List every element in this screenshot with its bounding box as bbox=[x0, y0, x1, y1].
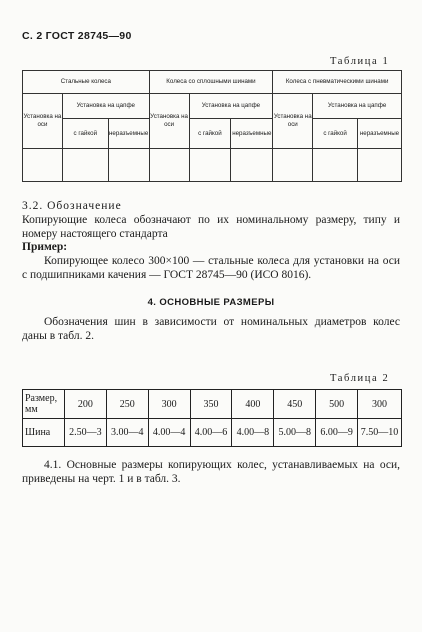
table1-split-3: неразъемные bbox=[357, 119, 401, 149]
table1-group-pneumatic: Колеса с пневматическими шинами bbox=[273, 71, 402, 94]
table1-split-2: неразъемные bbox=[231, 119, 273, 149]
table2-tire-cell: 5.00—8 bbox=[274, 419, 316, 447]
table1-empty-cell bbox=[313, 149, 358, 182]
table2-tire-cell: 2.50—3 bbox=[64, 419, 106, 447]
table2-tire-cell: 7.50—10 bbox=[358, 419, 402, 447]
table2-tire-label: Шина bbox=[23, 419, 65, 447]
section41-text: 4.1. Основные размеры копирующих колес, устанавливаемых на оси, приведены на черт. 1 и в табл. 3. bbox=[22, 459, 400, 485]
table1-split-1: неразъемные bbox=[108, 119, 149, 149]
table2-tire-cell: 3.00—4 bbox=[106, 419, 148, 447]
table1-empty-cell bbox=[108, 149, 149, 182]
table1-empty-cell bbox=[231, 149, 273, 182]
table1-empty-cell bbox=[149, 149, 189, 182]
table2 bbox=[22, 389, 402, 447]
page-header: С. 2 ГОСТ 28745—90 bbox=[22, 30, 132, 42]
table2-tire-cell: 4.00—6 bbox=[190, 419, 232, 447]
table1-pin-group-3: Установка на цапфе bbox=[313, 94, 402, 119]
table1-group-steel: Стальные колеса bbox=[23, 71, 150, 94]
table1-nut-1: с гайкой bbox=[62, 119, 108, 149]
table1-pin-group-2: Установка на цапфе bbox=[189, 94, 273, 119]
table2-size-cell: 400 bbox=[232, 390, 274, 419]
section32-text: Копирующие колеса обозначают по их номинальному размеру, типу и номеру настоящего стандарта bbox=[22, 214, 400, 240]
table1 bbox=[22, 70, 402, 182]
section32-heading: 3.2. Обозначение bbox=[22, 200, 122, 212]
table2-tire-cell: 4.00—8 bbox=[232, 419, 274, 447]
table1-caption: Таблица 1 bbox=[330, 56, 390, 67]
section32-example-text: Копирующее колесо 300×100 — стальные колеса для установки на оси с подшипниками качения — ГОСТ 28745—90 (ИСО 8016). bbox=[22, 255, 400, 281]
table2-size-cell: 200 bbox=[64, 390, 106, 419]
table2-size-cell: 300 bbox=[358, 390, 402, 419]
section4-heading: 4. ОСНОВНЫЕ РАЗМЕРЫ bbox=[147, 297, 275, 308]
table1-empty-cell bbox=[62, 149, 108, 182]
table2-size-cell: 300 bbox=[148, 390, 190, 419]
table1-empty-cell bbox=[189, 149, 231, 182]
table2-caption: Таблица 2 bbox=[330, 373, 390, 384]
table2-size-cell: 350 bbox=[190, 390, 232, 419]
table1-empty-cell bbox=[357, 149, 401, 182]
table1-mount-axle-2: Установка на оси bbox=[149, 94, 189, 149]
table1-empty-cell bbox=[23, 149, 63, 182]
section32-example-label: Пример: bbox=[22, 241, 68, 253]
table1-mount-axle-3: Установка на оси bbox=[273, 94, 313, 149]
table2-size-cell: 450 bbox=[274, 390, 316, 419]
table2-size-cell: 500 bbox=[316, 390, 358, 419]
table1-mount-axle-1: Установка на оси bbox=[23, 94, 63, 149]
section4-text: Обозначения шин в зависимости от номинальных диаметров колес даны в табл. 2. bbox=[22, 316, 400, 342]
table1-nut-2: с гайкой bbox=[189, 119, 231, 149]
table1-empty-cell bbox=[273, 149, 313, 182]
table1-group-solid: Колеса со сплошными шинами bbox=[149, 71, 273, 94]
table2-size-cell: 250 bbox=[106, 390, 148, 419]
table2-size-label: Размер, мм bbox=[23, 390, 65, 419]
table2-tire-cell: 4.00—4 bbox=[148, 419, 190, 447]
table2-tire-cell: 6.00—9 bbox=[316, 419, 358, 447]
table1-nut-3: с гайкой bbox=[313, 119, 358, 149]
table1-pin-group-1: Установка на цапфе bbox=[62, 94, 149, 119]
